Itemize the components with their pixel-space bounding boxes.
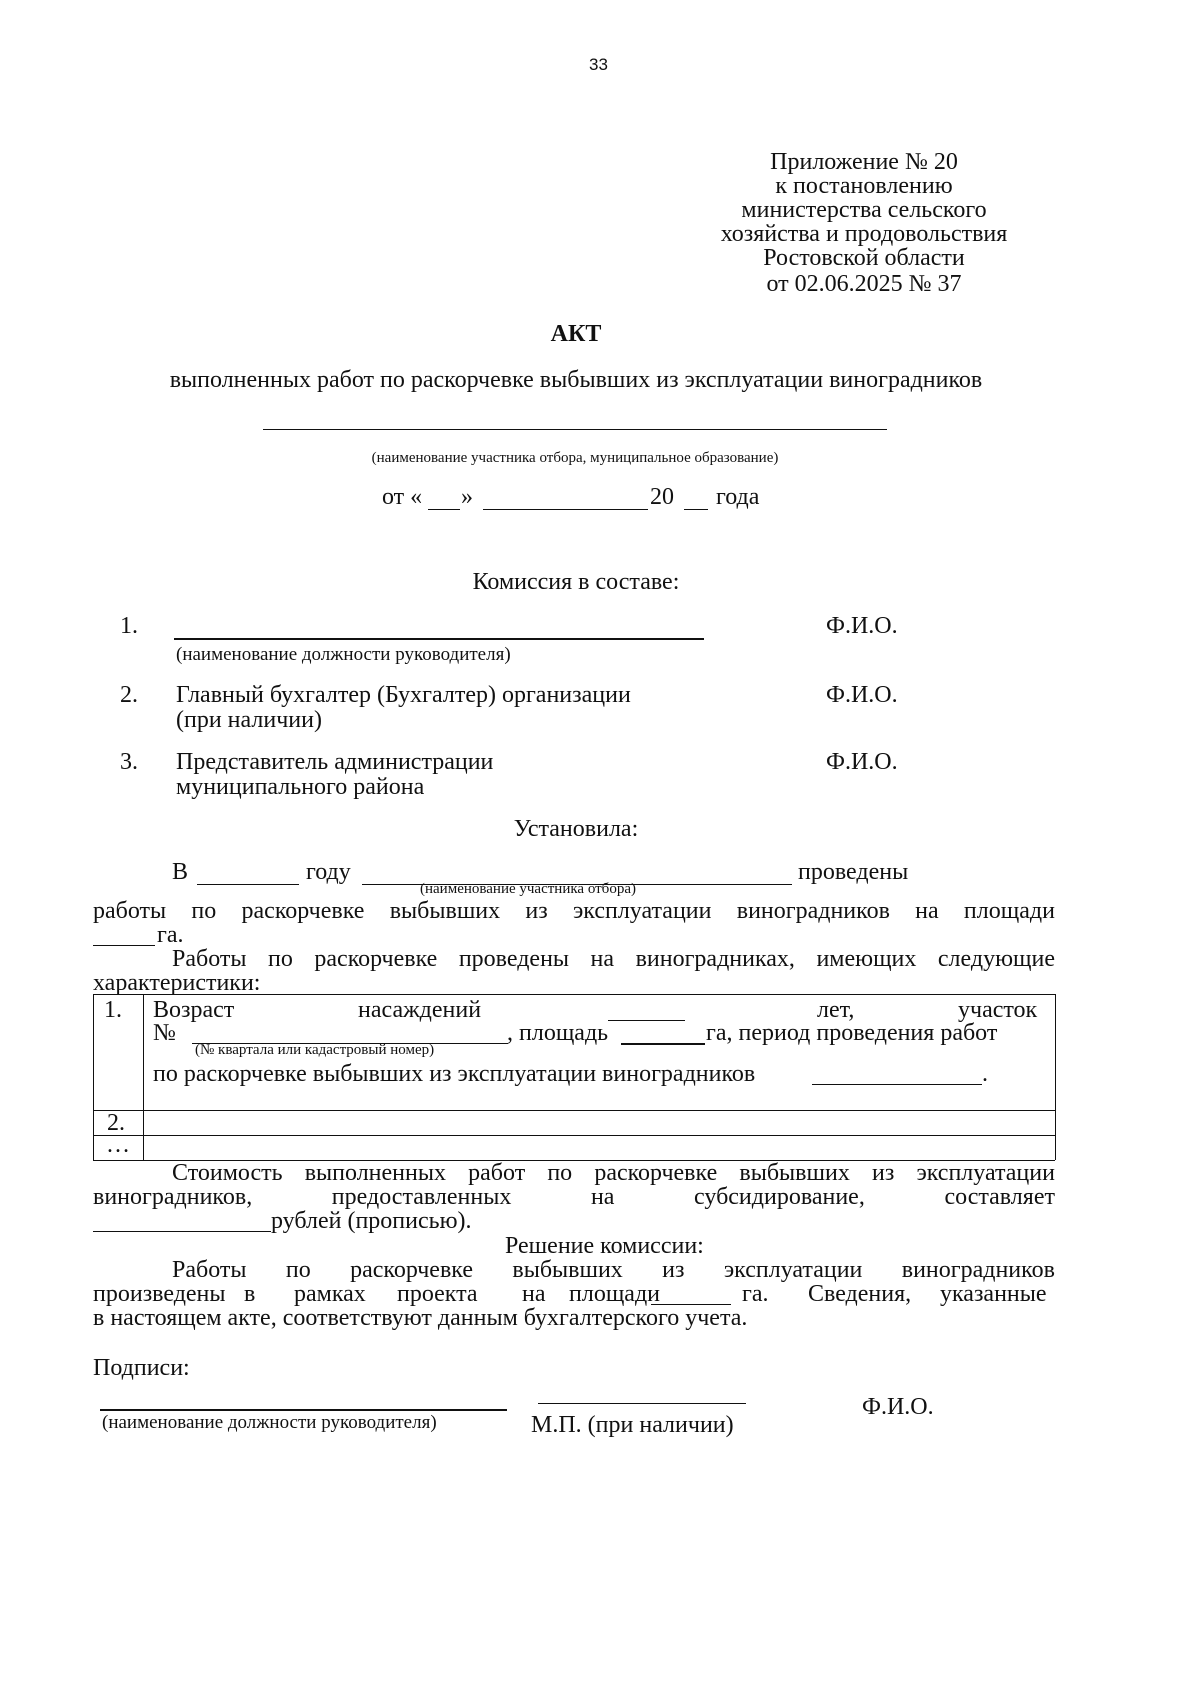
- decision-word: Сведения,: [808, 1281, 912, 1307]
- member-number: 2.: [120, 682, 138, 708]
- year-blank: [197, 884, 299, 885]
- cost-line-1: [172, 1161, 1055, 1185]
- decision-word: площади: [569, 1281, 661, 1307]
- page-number: 33: [589, 55, 608, 74]
- decision-word: проекта: [397, 1281, 478, 1307]
- word: работы: [93, 898, 167, 924]
- word: из: [871, 1160, 895, 1186]
- row-number: 2.: [107, 1110, 125, 1136]
- period-blank: [812, 1084, 982, 1085]
- table-border-mid: [143, 994, 144, 1160]
- member-title: Представитель администрации: [176, 749, 494, 775]
- appendix-line: хозяйства и продовольствия: [720, 221, 1008, 247]
- decision-word: произведены: [93, 1281, 226, 1307]
- signature-position-hint: (наименование должности руководителя): [102, 1412, 437, 1433]
- participant-hint: (наименование участника отбора, муниципальное образование): [371, 450, 779, 466]
- table-border-right: [1055, 994, 1056, 1160]
- row-number: 1.: [104, 997, 122, 1023]
- word: Стоимость: [172, 1160, 283, 1186]
- date-suffix: года: [716, 484, 760, 510]
- period-end: .: [982, 1061, 988, 1087]
- age-label-2: насаждений: [358, 997, 482, 1023]
- area-label: , площадь: [507, 1020, 609, 1046]
- date-quote-close: »: [461, 484, 473, 510]
- area-unit-label: га, период проведения работ: [706, 1020, 998, 1046]
- word: работ: [468, 1160, 526, 1186]
- word: выбывших: [389, 898, 501, 924]
- word: виноградниках,: [635, 946, 795, 972]
- age-label: Возраст: [153, 997, 235, 1023]
- decision-line-1: [172, 1258, 1055, 1282]
- area-unit: га.: [157, 922, 184, 948]
- cost-unit: рублей (прописью).: [271, 1208, 472, 1234]
- appendix-line: Ростовской области: [763, 245, 965, 271]
- document-subtitle: выполненных работ по раскорчевке выбывших из эксплуатации виноградников: [169, 367, 983, 393]
- row-number: …: [106, 1132, 130, 1158]
- decision-heading: Решение комиссии:: [505, 1233, 704, 1259]
- word: из: [662, 1257, 685, 1283]
- signature-fio: Ф.И.О.: [862, 1394, 934, 1420]
- area-blank: [621, 1043, 705, 1045]
- member-fio: Ф.И.О.: [826, 682, 898, 708]
- word: из: [525, 898, 548, 924]
- member-title-cont: муниципального района: [176, 774, 425, 800]
- word: выбывших: [739, 1160, 850, 1186]
- date-prefix: от «: [382, 484, 423, 510]
- year-prefix: 20: [650, 484, 674, 510]
- text-year: году: [306, 859, 351, 885]
- word: выполненных: [304, 1160, 446, 1186]
- word: по: [285, 1257, 311, 1283]
- word: виноградников: [736, 898, 890, 924]
- word: эксплуатации: [916, 1160, 1055, 1186]
- commission-heading: Комиссия в составе:: [472, 569, 680, 595]
- established-line-5: характеристики:: [93, 970, 261, 996]
- years-blank: [608, 1020, 685, 1021]
- years-unit: лет,: [817, 997, 855, 1023]
- decision-word: в: [244, 1281, 256, 1307]
- word: раскорчевке: [594, 1160, 718, 1186]
- member-number: 3.: [120, 749, 138, 775]
- table-border-left: [93, 994, 94, 1160]
- participant-hint: (наименование участника отбора): [420, 881, 636, 897]
- member-number: 1.: [120, 613, 138, 639]
- member-fio: Ф.И.О.: [826, 749, 898, 775]
- table-border: [93, 1110, 1055, 1111]
- participant-blank-line: [263, 429, 887, 430]
- plot-number-label: №: [153, 1020, 176, 1046]
- word: на: [915, 898, 939, 924]
- word: Работы: [172, 1257, 247, 1283]
- word: по: [268, 946, 293, 972]
- period-label: по раскорчевке выбывших из эксплуатации виноградников: [153, 1061, 756, 1087]
- word: раскорчевке: [314, 946, 438, 972]
- word: предоставленных: [331, 1184, 512, 1210]
- signature-line: [538, 1403, 746, 1404]
- word: по: [191, 898, 217, 924]
- appendix-line: от 02.06.2025 № 37: [766, 271, 962, 297]
- position-blank-line: [174, 638, 704, 640]
- signatures-heading: Подписи:: [93, 1355, 190, 1381]
- word: площади: [963, 898, 1055, 924]
- stamp-label: М.П. (при наличии): [531, 1412, 734, 1438]
- word: виноградников,: [93, 1184, 253, 1210]
- word: субсидирование,: [694, 1184, 865, 1210]
- day-blank: [428, 509, 460, 510]
- decision-word: указанные: [940, 1281, 1047, 1307]
- text-v: В: [172, 859, 189, 885]
- word: следующие: [937, 946, 1055, 972]
- decision-word: на: [522, 1281, 546, 1307]
- decision-word: га.: [742, 1281, 769, 1307]
- plot-label: участок: [958, 997, 1038, 1023]
- established-heading: Установила:: [513, 816, 639, 842]
- signature-position-line: [100, 1409, 507, 1411]
- word: раскорчевке: [350, 1257, 473, 1283]
- decision-line-3: в настоящем акте, соответствуют данным бухгалтерского учета.: [93, 1305, 748, 1331]
- cost-blank: [93, 1231, 271, 1232]
- word: раскорчевке: [241, 898, 365, 924]
- text-done: проведены: [798, 859, 909, 885]
- word: виноградников: [901, 1257, 1055, 1283]
- appendix-line: министерства сельского: [741, 197, 987, 223]
- word: Работы: [172, 946, 247, 972]
- table-border: [93, 1135, 1055, 1136]
- month-blank: [483, 509, 648, 510]
- word: имеющих: [816, 946, 917, 972]
- area-blank: [93, 945, 155, 946]
- member-fio: Ф.И.О.: [826, 613, 898, 639]
- member-title-cont: (при наличии): [176, 707, 322, 733]
- word: эксплуатации: [723, 1257, 863, 1283]
- document-title: АКТ: [550, 321, 602, 347]
- decision-word: рамках: [294, 1281, 366, 1307]
- position-hint: (наименование должности руководителя): [176, 644, 511, 665]
- word: составляет: [944, 1184, 1055, 1210]
- appendix-line: Приложение № 20: [770, 149, 958, 175]
- plot-hint: (№ квартала или кадастровый номер): [195, 1042, 435, 1058]
- cost-line-2: [93, 1185, 1055, 1209]
- word: на: [590, 1184, 615, 1210]
- word: по: [547, 1160, 573, 1186]
- established-line-2: [93, 899, 1055, 923]
- appendix-line: к постановлению: [775, 173, 953, 199]
- word: на: [590, 946, 615, 972]
- word: проведены: [458, 946, 570, 972]
- table-border-top: [93, 994, 1055, 995]
- member-title: Главный бухгалтер (Бухгалтер) организации: [176, 682, 631, 708]
- established-line-4: [172, 947, 1055, 971]
- word: эксплуатации: [572, 898, 712, 924]
- word: выбывших: [512, 1257, 623, 1283]
- year-blank: [684, 509, 708, 510]
